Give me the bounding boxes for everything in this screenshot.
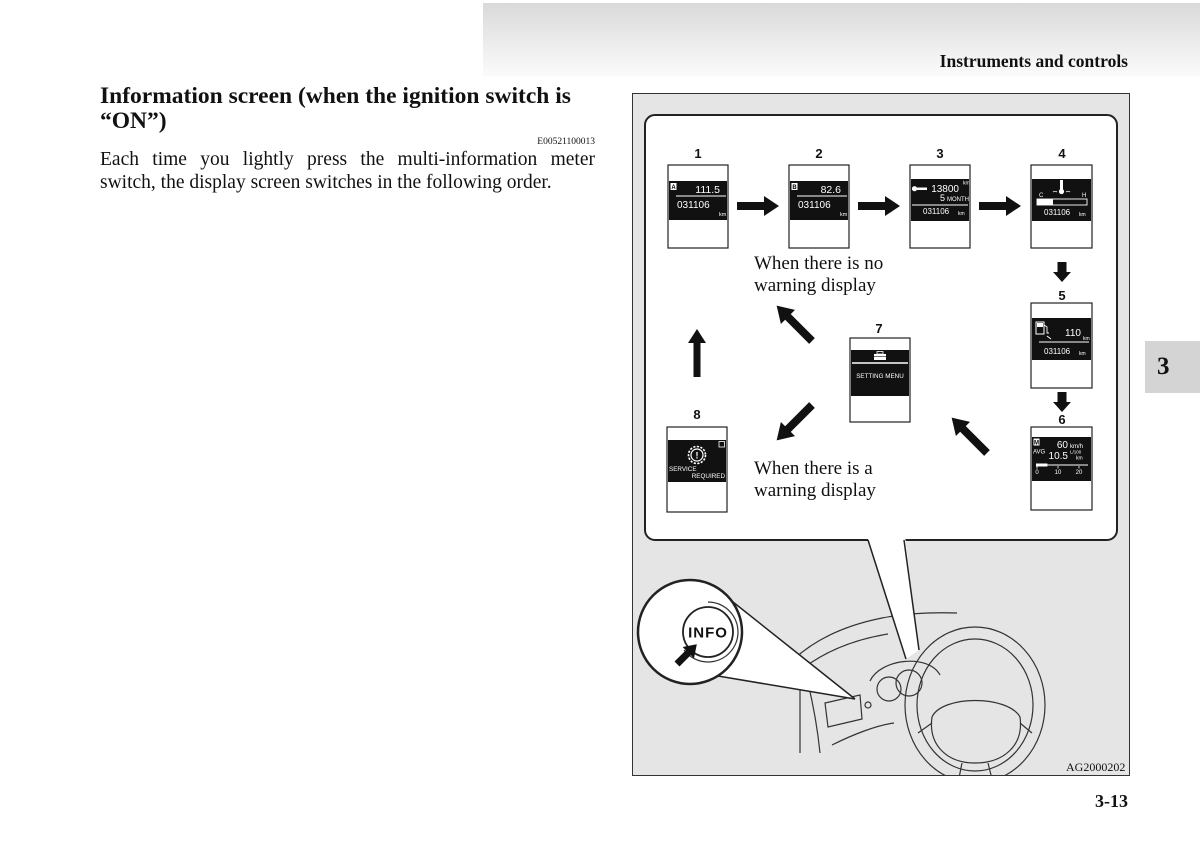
display-screen-2 xyxy=(789,165,849,248)
trip-value: 111.5 xyxy=(695,184,720,196)
service-distance: 13800 xyxy=(931,184,959,195)
service-message-line-2: REQUIRED xyxy=(691,473,725,480)
body-paragraph xyxy=(100,148,595,194)
temperature-gauge-fill xyxy=(1037,199,1053,205)
odometer-value: 031106 xyxy=(923,207,950,216)
odometer-unit: km xyxy=(958,211,965,217)
warning-caption-line-1: When there is a xyxy=(754,458,873,479)
service-months-label: MONTH xyxy=(947,197,969,203)
odometer-value: 031106 xyxy=(1044,208,1071,217)
step-number-6: 6 xyxy=(1058,412,1066,427)
trip-value: 82.6 xyxy=(820,184,841,196)
chapter-tab: 3 xyxy=(1145,341,1200,393)
heading-line-2: “ON”) xyxy=(100,108,167,134)
warning-caption-line-2: warning display xyxy=(754,480,876,501)
step-number-7: 7 xyxy=(875,321,883,336)
service-message-line-1: SERVICE xyxy=(669,466,697,473)
page-heading xyxy=(100,84,571,134)
figure-id: AG2000202 xyxy=(1066,760,1126,774)
odometer-value: 031106 xyxy=(1044,347,1071,356)
odometer-unit: km xyxy=(1079,351,1086,357)
odometer-unit: km xyxy=(1079,212,1086,218)
cruising-range: 110 xyxy=(1065,328,1081,339)
scale-label-10: 10 xyxy=(1054,470,1062,476)
mode-badge-label: M xyxy=(1034,440,1039,447)
consumption-bar-fill xyxy=(1036,464,1047,467)
distance-unit: km xyxy=(963,180,970,187)
temp-cold-label: C xyxy=(1039,193,1044,199)
trip-badge-label: B xyxy=(792,185,797,191)
setting-menu-label: SETTING MENU xyxy=(856,373,904,380)
heading-line-1: Information screen (when the ignition switch is xyxy=(100,83,571,109)
header-band xyxy=(483,3,1200,76)
step-number-1: 1 xyxy=(694,146,702,161)
step-number-3: 3 xyxy=(936,146,944,161)
display-screen-8 xyxy=(667,427,727,512)
speed-unit: km/h xyxy=(1070,444,1084,450)
display-screen-3 xyxy=(910,165,970,248)
section-title: Instruments and controls xyxy=(939,51,1128,71)
average-consumption: 10.5 xyxy=(1048,451,1068,462)
info-screen-diagram xyxy=(632,93,1130,776)
step-number-4: 4 xyxy=(1058,146,1066,161)
avg-label: AVG xyxy=(1033,449,1046,456)
odometer-value: 031106 xyxy=(677,200,710,211)
display-screen-7 xyxy=(850,338,910,422)
no-warning-caption-line-2: warning display xyxy=(754,275,876,296)
info-screen-figure xyxy=(632,93,1130,776)
display-screen-4 xyxy=(1031,165,1092,248)
no-warning-caption-line-1: When there is no xyxy=(754,253,884,274)
consumption-unit-bottom: km xyxy=(1076,455,1083,462)
display-screen-6 xyxy=(1031,427,1092,510)
step-number-2: 2 xyxy=(815,146,823,161)
step-number-5: 5 xyxy=(1058,288,1066,303)
average-speed: 60 xyxy=(1056,440,1068,451)
temp-hot-label: H xyxy=(1082,193,1087,199)
scale-label-0: 0 xyxy=(1035,470,1039,476)
service-months: 5 xyxy=(940,193,946,203)
document-code: E00521100013 xyxy=(537,137,595,147)
page-number: 3-13 xyxy=(1095,791,1128,811)
step-number-8: 8 xyxy=(693,407,701,422)
display-screen-1 xyxy=(668,165,728,248)
info-switch-label: INFO xyxy=(688,624,728,642)
body-line-1: Each time you lightly press the multi-information meter xyxy=(100,149,595,170)
consumption-unit-top: L/100 xyxy=(1070,449,1082,455)
odometer-unit: km xyxy=(719,212,727,218)
trip-badge-label: A xyxy=(671,185,676,191)
display-screen-5 xyxy=(1031,303,1092,388)
odometer-unit: km xyxy=(840,212,848,218)
range-unit: km xyxy=(1083,336,1090,342)
odometer-value: 031106 xyxy=(798,200,831,211)
scale-label-20: 20 xyxy=(1075,470,1083,476)
body-line-2: switch, the display screen switches in the following order. xyxy=(100,172,552,193)
svg-text:!: ! xyxy=(695,450,699,461)
